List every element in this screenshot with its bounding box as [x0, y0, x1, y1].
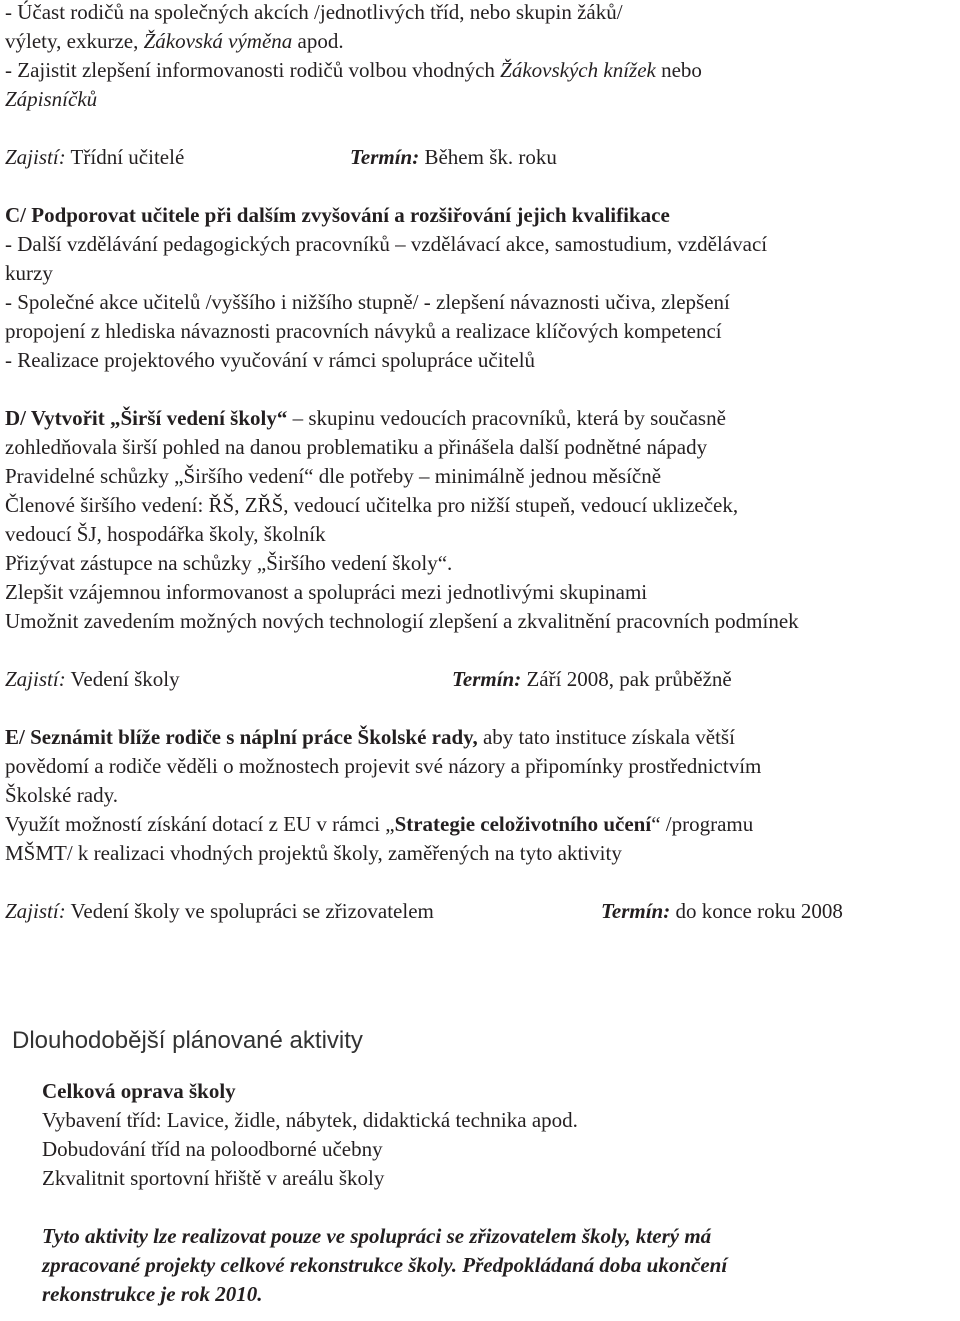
paragraph-line	[5, 60, 702, 81]
paragraph-line: Přizývat zástupce na schůzky „Širšího vedení školy“.	[5, 551, 453, 575]
note-line: rekonstrukce je rok 2010.	[42, 1282, 263, 1306]
paragraph-line: Školské rady.	[5, 783, 118, 807]
text: - Zajistit zlepšení informovanosti rodičů volbou vhodných	[5, 58, 501, 82]
heading-rest: – skupinu vedoucích pracovníků, která by současně	[287, 406, 726, 430]
heading-text: D/ Vytvořit „Širší vedení školy“	[5, 406, 288, 430]
paragraph-line: Pravidelné schůzky „Širšího vedení“ dle potřeby – minimálně jednou měsíčně	[5, 464, 662, 488]
text: Využít možností získání dotací z EU v rámci „	[5, 812, 395, 836]
paragraph-line: Členové širšího vedení: ŘŠ, ZŘŠ, vedoucí učitelka pro nižší stupeň, vedoucí uklizeček,	[5, 493, 739, 517]
paragraph-line: - Realizace projektového vyučování v rámci spolupráce učitelů	[5, 348, 536, 372]
paragraph-line: - Společné akce učitelů /vyššího i nižšího stupně/ - zlepšení návaznosti učiva, zlepšení	[5, 290, 730, 314]
italic-term: Žákovských knížek	[500, 58, 656, 82]
list-item: Zkvalitnit sportovní hřiště v areálu školy	[42, 1166, 385, 1190]
responsible-label: Zajistí:	[5, 145, 66, 169]
responsible-value: Třídní učitelé	[65, 145, 185, 169]
responsible-value: Vedení školy ve spolupráci se zřizovatelem	[65, 899, 434, 923]
list-item: Vybavení tříd: Lavice, židle, nábytek, didaktická technika apod.	[42, 1108, 578, 1132]
text: nebo	[655, 58, 702, 82]
deadline-label: Termín:	[350, 145, 420, 169]
responsibility-line	[5, 147, 184, 168]
subheading: Celková oprava školy	[42, 1079, 236, 1103]
paragraph-line: zohledňovala širší pohled na danou problematiku a přinášela další podnětné nápady	[5, 435, 708, 459]
italic-term: Žákovská výměna	[143, 29, 293, 53]
heading-rest: aby tato instituce získala větší	[477, 725, 735, 749]
list-item: Dobudování tříd na poloodborné učebny	[42, 1137, 383, 1161]
responsibility-line	[5, 901, 434, 922]
note-line: zpracované projekty celkové rekonstrukce školy. Předpokládaná doba ukončení	[42, 1253, 728, 1277]
responsible-value: Vedení školy	[65, 667, 180, 691]
bold-term: Strategie celoživotního učení	[394, 812, 652, 836]
responsibility-line	[5, 669, 180, 690]
paragraph-line	[5, 814, 753, 835]
deadline-value: do konce roku 2008	[670, 899, 843, 923]
paragraph-line: kurzy	[5, 261, 53, 285]
paragraph-line: Zlepšit vzájemnou informovanost a spolupráci mezi jednotlivými skupinami	[5, 580, 648, 604]
deadline-value: Září 2008, pak průběžně	[521, 667, 732, 691]
paragraph-line	[5, 31, 344, 52]
deadline-line	[601, 901, 843, 922]
paragraph-line: propojení z hlediska návaznosti pracovních návyků a realizace klíčových kompetencí	[5, 319, 722, 343]
paragraph-line: MŠMT/ k realizaci vhodných projektů školy, zaměřených na tyto aktivity	[5, 841, 622, 865]
responsible-label: Zajistí:	[5, 667, 66, 691]
text: výlety, exkurze,	[5, 29, 144, 53]
heading-text: E/ Seznámit blíže rodiče s náplní práce Školské rady,	[5, 725, 478, 749]
note-line: Tyto aktivity lze realizovat pouze ve spolupráci se zřizovatelem školy, který má	[42, 1224, 712, 1248]
paragraph-line: Zápisníčků	[5, 87, 98, 111]
paragraph-line: - Účast rodičů na společných akcích /jednotlivých tříd, nebo skupin žáků/	[5, 0, 623, 24]
deadline-line	[452, 669, 732, 690]
responsible-label: Zajistí:	[5, 899, 66, 923]
section-heading-d	[5, 408, 726, 429]
deadline-line	[350, 147, 557, 168]
section-title: Dlouhodobější plánované aktivity	[12, 1027, 363, 1054]
section-heading-c: C/ Podporovat učitele při dalším zvyšování a rozšiřování jejich kvalifikace	[5, 203, 670, 227]
deadline-label: Termín:	[452, 667, 522, 691]
paragraph-line: povědomí a rodiče věděli o možnostech projevit své názory a připomínky prostřednictvím	[5, 754, 762, 778]
deadline-label: Termín:	[601, 899, 671, 923]
paragraph-line: vedoucí ŠJ, hospodářka školy, školník	[5, 522, 326, 546]
text: apod.	[292, 29, 344, 53]
paragraph-line: - Další vzdělávání pedagogických pracovníků – vzdělávací akce, samostudium, vzdělávací	[5, 232, 768, 256]
deadline-value: Během šk. roku	[419, 145, 557, 169]
section-heading-e	[5, 727, 735, 748]
paragraph-line: Umožnit zavedením možných nových technologií zlepšení a zkvalitnění pracovních podmínek	[5, 609, 799, 633]
text: “ /programu	[651, 812, 754, 836]
